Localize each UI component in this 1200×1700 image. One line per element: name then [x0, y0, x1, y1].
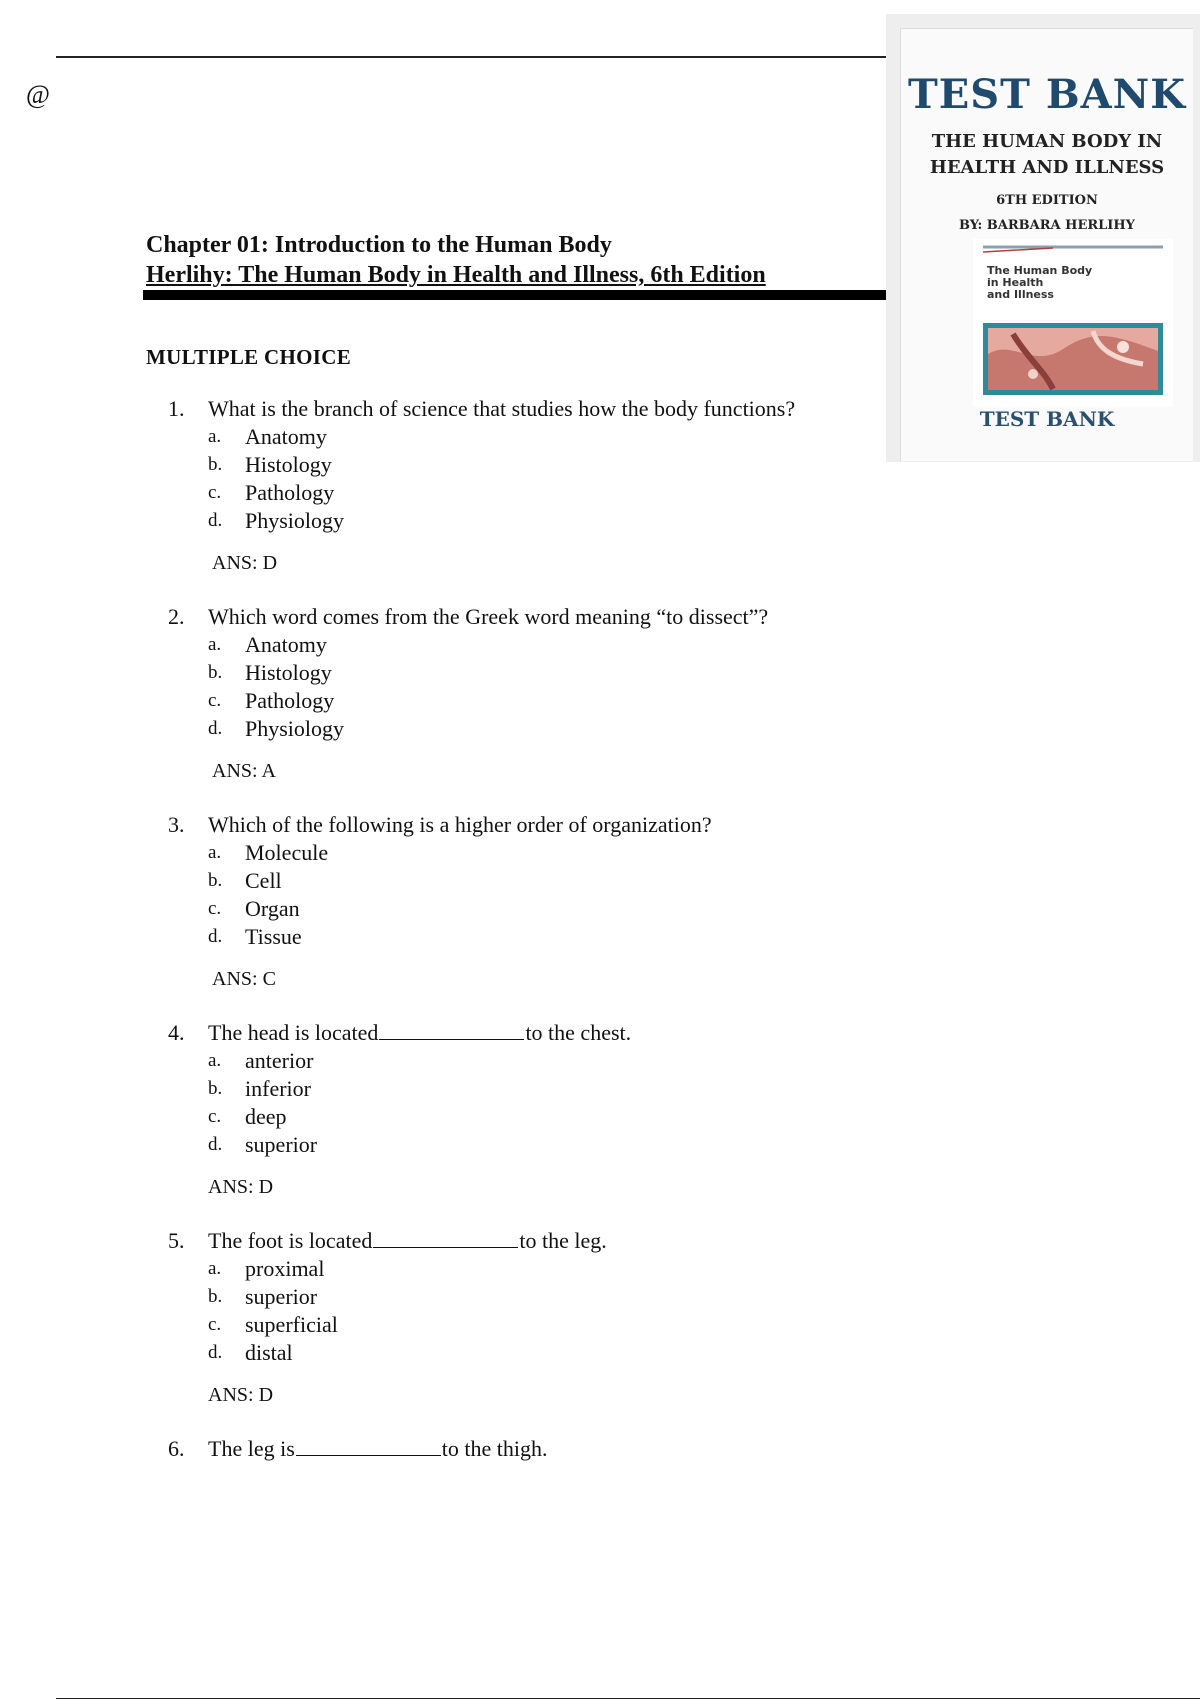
question-text: Which word comes from the Greek word meaning “to dissect”?: [208, 604, 769, 629]
option-d: d. superior: [208, 1132, 318, 1157]
test-bank-cover-image: [886, 14, 1200, 462]
question-4: [168, 1019, 888, 1201]
question-2: [168, 603, 888, 785]
answer: ANS: D: [212, 552, 278, 574]
option-a: a. Anatomy: [208, 424, 327, 449]
book-cover-title: The Human Body in Health and Illness: [987, 264, 1093, 301]
section-title: MULTIPLE CHOICE: [146, 345, 352, 369]
answer: ANS: D: [208, 1384, 274, 1406]
book-cover-thumbnail: [973, 239, 1173, 407]
option-b: b. superior: [208, 1284, 318, 1309]
header-rule: [143, 290, 886, 300]
page-mark: @: [26, 80, 50, 109]
question-5: [168, 1227, 888, 1409]
cover-edition: 6TH EDITION: [996, 193, 1098, 208]
book-title: Herlihy: The Human Body in Health and Illness, 6th Edition: [146, 262, 766, 288]
bottom-rule: [56, 1698, 1200, 1699]
answer: ANS: D: [208, 1176, 274, 1198]
top-rule: [56, 56, 886, 58]
option-a: a. Anatomy: [208, 632, 327, 657]
chapter-title: Chapter 01: Introduction to the Human Body: [146, 232, 612, 258]
answer: ANS: A: [212, 760, 276, 782]
option-d: d. distal: [208, 1340, 293, 1365]
option-b: b. inferior: [208, 1076, 311, 1101]
option-a: a. Molecule: [208, 840, 329, 865]
question-text: The leg is to the thigh.: [208, 1436, 548, 1461]
question-number: 4.: [168, 1020, 185, 1045]
answer-blank: [373, 1227, 518, 1248]
cover-subtitle: THE HUMAN BODY IN HEALTH AND ILLNESS: [929, 131, 1165, 178]
option-c: c. superficial: [208, 1312, 338, 1337]
option-c: c. deep: [208, 1104, 287, 1129]
question-1: [168, 395, 888, 577]
option-c: c. Pathology: [208, 480, 335, 505]
answer: ANS: C: [212, 968, 276, 990]
question-number: 5.: [168, 1228, 185, 1253]
question-text: The head is located to the chest.: [208, 1020, 632, 1045]
option-a: a. anterior: [208, 1048, 314, 1073]
option-b: b. Cell: [208, 868, 282, 893]
cover-title: TEST BANK: [907, 71, 1186, 118]
question-3: [168, 811, 888, 993]
question-number: 3.: [168, 812, 185, 837]
option-d: d. Physiology: [208, 508, 345, 533]
option-a: a. proximal: [208, 1256, 325, 1281]
option-c: c. Pathology: [208, 688, 335, 713]
question-text: What is the branch of science that studies how the body functions?: [208, 396, 796, 421]
cover-bottom-label: TEST BANK: [979, 407, 1115, 431]
question-number: 1.: [168, 396, 185, 421]
question-text: Which of the following is a higher order of organization?: [208, 812, 712, 837]
option-d: d. Physiology: [208, 716, 345, 741]
question-text: The foot is located to the leg.: [208, 1228, 607, 1253]
question-number: 6.: [168, 1436, 185, 1461]
option-d: d. Tissue: [208, 924, 302, 949]
option-b: b. Histology: [208, 452, 332, 477]
answer-blank: [379, 1019, 524, 1040]
question-number: 2.: [168, 604, 185, 629]
option-c: c. Organ: [208, 896, 300, 921]
question-list: [168, 395, 888, 1463]
question-6: [168, 1435, 888, 1463]
cover-author: BY: BARBARA HERLIHY: [959, 218, 1135, 233]
document-header: [146, 230, 766, 290]
answer-blank: [296, 1435, 441, 1456]
option-b: b. Histology: [208, 660, 332, 685]
